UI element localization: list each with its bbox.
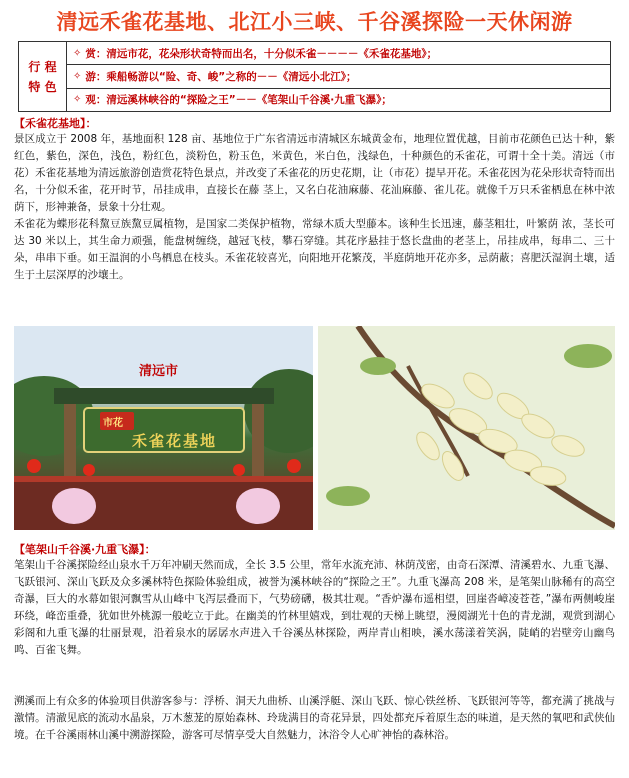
gate-sign-main: 禾雀花基地 — [132, 432, 218, 450]
features-label-line1: 行 程 — [28, 59, 57, 74]
gate-illustration — [14, 326, 313, 530]
valley-paragraph-2: 溯溪而上有众多的体验项目供游客参与：浮桥、洞天九曲桥、山溪浮艇、深山飞跃、惊心铁丝桥、飞跃银河等等，都充满了挑战与激情。清澈见底的流动水晶泉，万木葱茏的原始森林、玲珑满目的奇花异景，四处都充斥着原生态的味道，是天然的氧吧和武侠仙境。在千谷溪雨林山溪中溯游探险，游客可尽情享受大自然魅力，沐浴令人心旷神怡的森林浴。 — [14, 695, 615, 741]
features-rows — [67, 42, 610, 111]
feature-text: 游：乘船畅游以“险、奇、峻”之称的－－《清远小北江》； — [85, 70, 357, 83]
features-label-line2: 特 色 — [28, 79, 57, 94]
diamond-bullet-icon: ✧ — [73, 70, 82, 82]
flower-illustration — [318, 326, 615, 530]
diamond-bullet-icon: ✧ — [73, 47, 82, 59]
section-heading-valley: 【笔架山千谷溪·九重飞瀑】： — [14, 543, 156, 556]
diamond-bullet-icon: ✧ — [73, 94, 82, 106]
gate-sign-badge: 市花 — [103, 418, 123, 429]
valley-paragraph-1: 笔架山千谷溪探险经山泉水千万年冲刷天然而成，全长 3.5 公里，常年水流充沛、林荫茂密，由奇石深潭、清溪碧水、九重飞瀑、飞跃银河、深山飞跃及众多溪林特色探险体验组成，被誉为溪林峡谷的“探险之王”。九重飞瀑高 208 米，是笔架山脉稀有的高空奇瀑，巨大的水幕如银河飘雪从山峰中飞泻层叠而下，气势磅礴，极其壮观。“香炉瀑布遥相望，回崖沓嶂凌苍苍，”瀑布两侧峻崖环绕，峰峦重叠，犹如世外桃源一般屹立于此。在幽美的竹林里嬉戏，到壮观的天梯上眺望，漫阅湖光十色的青龙湖，观赏到湖心彩阁和九重飞瀑的壮丽景观，沿着泉水的孱孱水声进入千谷溪丛林探险，两岸青山相映，溪水荡漾着笑涡，陡峭的岩壁旁山幽鸟鸣、百雀飞舞。 — [14, 559, 615, 656]
feature-row-view — [67, 89, 610, 111]
feature-row-tour — [67, 65, 610, 88]
flower-base-paragraph-2: 禾雀花为蝶形花科黧豆族黧豆属植物，是国家二类保护植物，常绿木质大型藤本。该种生长迅速，藤茎粗壮，叶繁荫 浓，茎长可达 30 米以上，其生命力顽强，能盘树缠绕，越冠飞枝，攀石穿缝。其花序悬挂于悠长盘曲的老茎上，吊挂成串，每串二、三十朵，串串下垂。如王温润的小鸟栖息在枝头。禾雀花较喜光，向阳地开花繁茂，半庭荫地开花亦多，忌荫蔽；喜肥沃湿润土壤，适生于土层深厚的沙壤土。 — [14, 218, 615, 281]
itinerary-features-table — [18, 41, 611, 112]
flower-base-paragraph-1: 景区成立于 2008 年，基地面积 128 亩、基地位于广东省清远市清城区东城黄金布，地理位置优越，目前市花颜色已达十种，紫红色，紫色，深色，浅色，粉红色，淡粉色，粉玉色，米黄色，米白色，浅绿色，十种颜色的禾雀花，可谓十全十美。清远（市花）禾雀花基地为清远旅游创造赏花特色景点，并改变了禾雀花的历史花期，让（市花）提早开花。禾雀花因为花朵形状奇特而出名，十分似禾雀，花开时节，吊挂成串，直接长在藤 茎上，又名白花油麻藤、花汕麻藤、雀儿花。就像千万只禾雀栖息在林中浓荫下，形神兼备，景象十分壮观。 — [14, 133, 615, 213]
gate-sign-top: 清远市 — [139, 364, 179, 379]
bird-flower-closeup-photo — [318, 326, 615, 530]
features-label — [19, 42, 67, 111]
flower-base-gate-photo — [14, 326, 313, 530]
section-heading-flower-base: 【禾雀花基地】： — [14, 117, 97, 130]
feature-text: 赏：清远市花，花朵形状奇特而出名，十分似禾雀－－－－《禾雀花基地》； — [85, 47, 438, 60]
feature-row-enjoy — [67, 42, 610, 65]
feature-text: 观：清远溪林峡谷的“探险之王”－－《笔架山千谷溪·九重飞瀑》； — [85, 94, 392, 107]
page-title: 清远禾雀花基地、北江小三峡、千谷溪探险一天休闲游 — [56, 10, 573, 34]
